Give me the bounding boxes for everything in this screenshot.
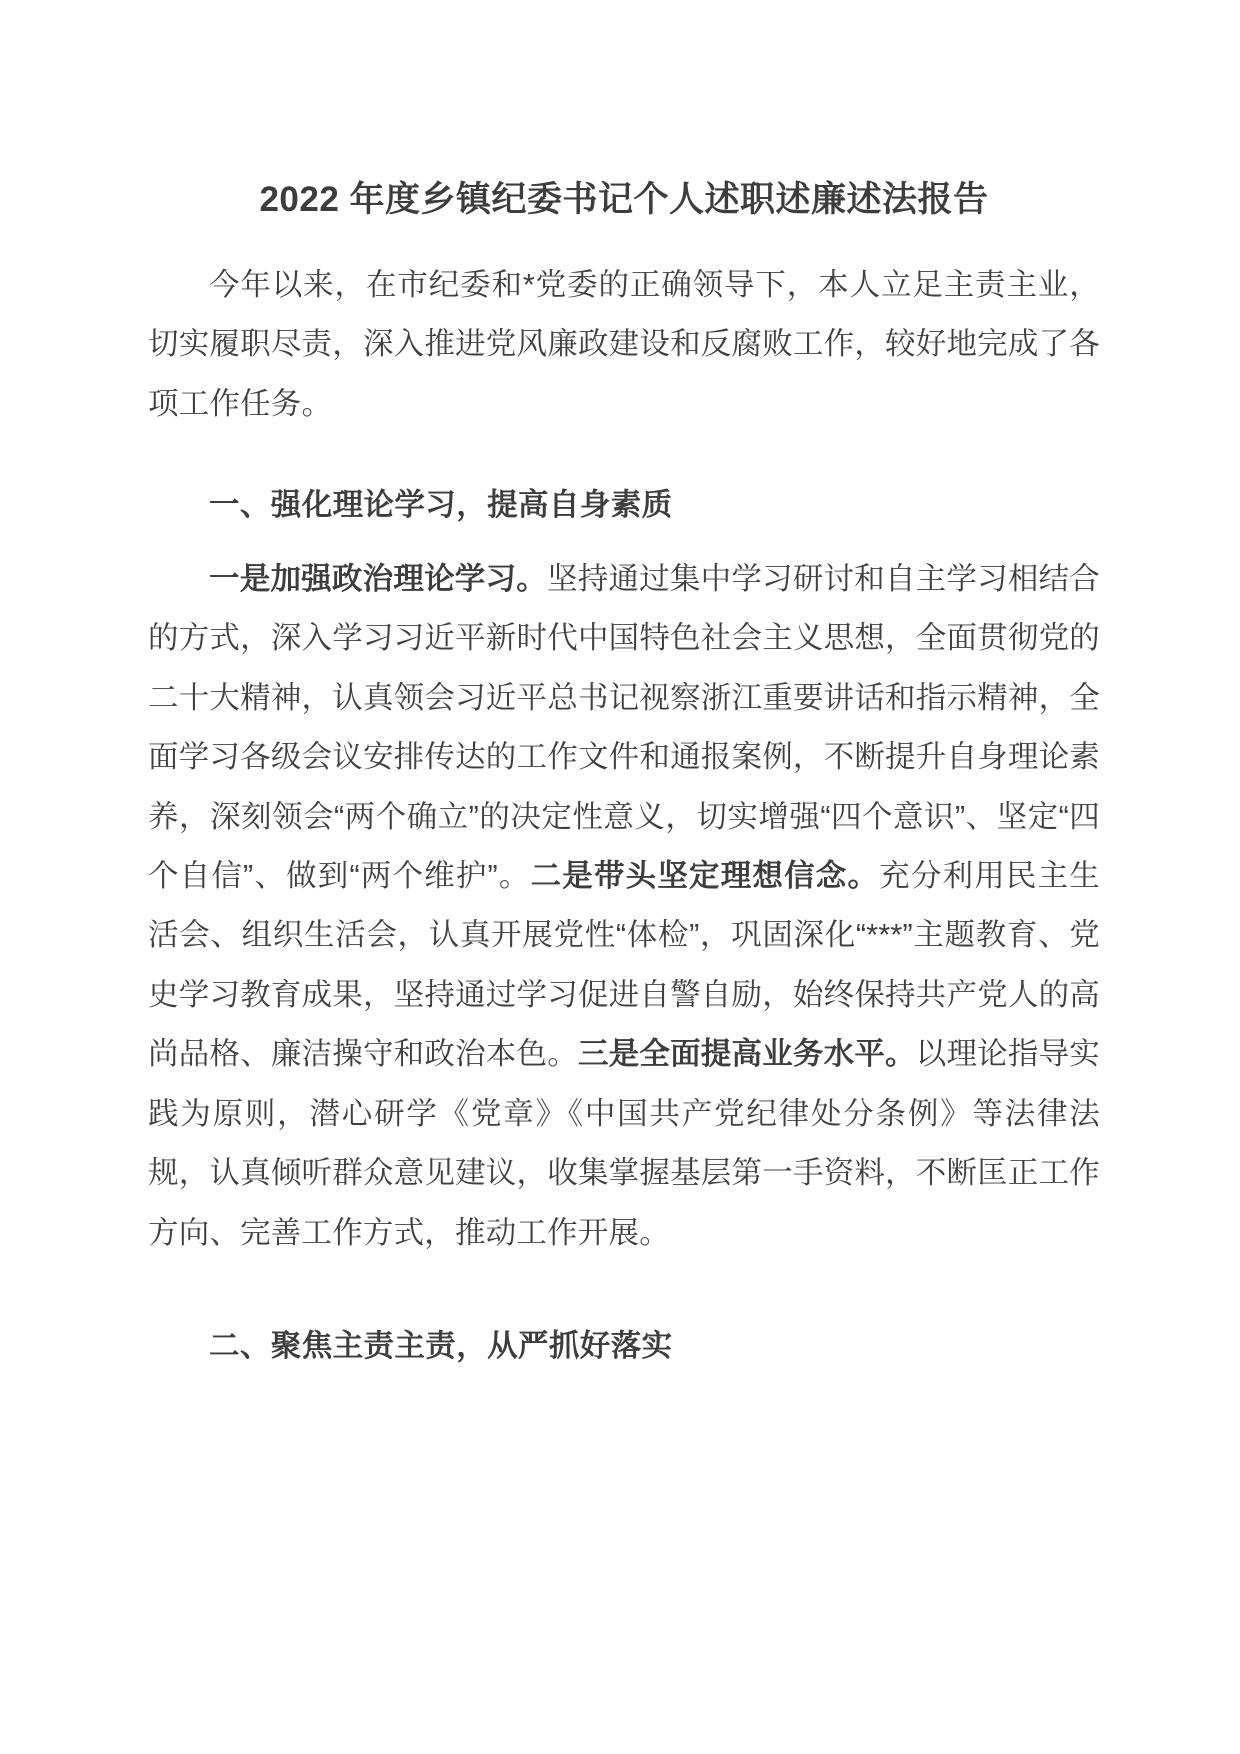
intro-paragraph: 今年以来，在市纪委和*党委的正确领导下，本人立足主责主业，切实履职尽责，深入推进党风廉政建设和反腐败工作，较好地完成了各项工作任务。 — [148, 267, 1100, 421]
lead-in-phrase-2: 二是带头坚定理想信念。 — [530, 858, 880, 893]
spacer — [148, 1277, 1100, 1299]
body-run-3: 以理论指导实践为原则，潜心研学《党章》《中国共产党纪律处分条例》等法律法规，认真倾听群众意见建议，收集掌握基层第一手资料，不断匡正工作方向、完善工作方式，推动工作开展。 — [148, 1037, 1100, 1250]
body-run-2: 充分利用民主生活会、组织生活会，认真开展党性“体检”，巩固深化“***”主题教育、党史学习教育成果，坚持通过学习促进自警自励，始终保持共产党人的高尚品格、廉洁操守和政治本色。 — [148, 858, 1100, 1072]
section-heading-1: 一、强化理论学习，提高自身素质 — [209, 488, 673, 523]
body-run-1: 坚持通过集中学习研讨和自主学习相结合的方式，深入学习习近平新时代中国特色社会主义思想，全面贯彻党的二十大精神，认真领会习近平总书记视察浙江重要讲话和指示精神，全面学习各级会议安排传达的工作文件和通报案例，不断提升自身理论素养，深刻领会“两个确立”的决定性意义，切实增强“四个意识”、坚定“四个自信”、做到“两个维护”。 — [148, 561, 1101, 893]
lead-in-phrase-1: 一是加强政治理论学习。 — [209, 561, 547, 596]
spacer — [148, 448, 1100, 458]
page-title: 2022 年度乡镇纪委书记个人述职述廉述法报告 — [259, 180, 989, 219]
lead-in-phrase-3: 三是全面提高业务水平。 — [577, 1037, 916, 1072]
section-heading-2: 二、聚焦主责主责，从严抓好落实 — [209, 1329, 673, 1364]
section-1-body — [148, 550, 1100, 1264]
